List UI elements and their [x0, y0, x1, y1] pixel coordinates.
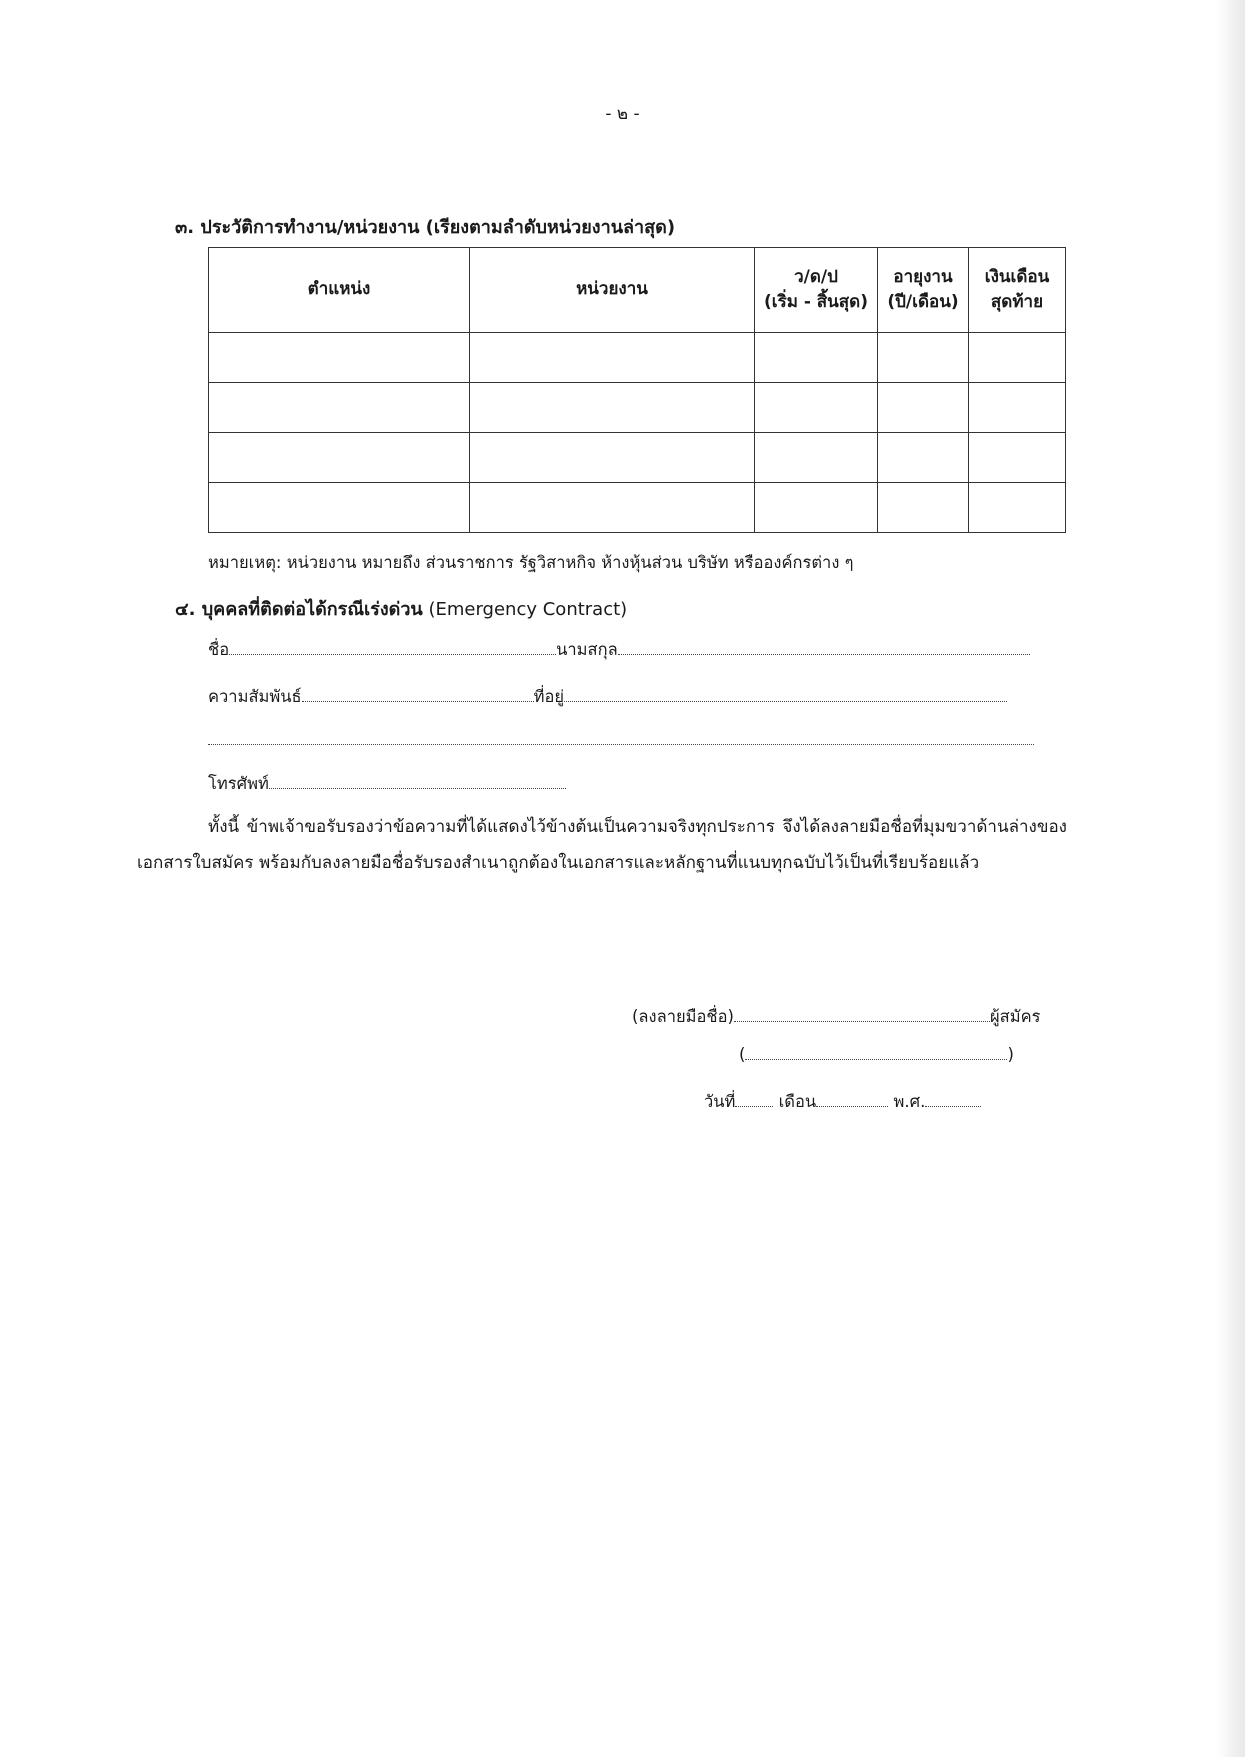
table-cell[interactable]: [755, 433, 878, 483]
table-cell[interactable]: [878, 333, 969, 383]
table-cell[interactable]: [755, 383, 878, 433]
address-field[interactable]: [564, 687, 1007, 702]
signature-label: (ลงลายมือชื่อ): [632, 1007, 734, 1026]
table-cell[interactable]: [878, 383, 969, 433]
printed-name-line: ( ): [739, 1045, 1014, 1064]
month-field[interactable]: [816, 1092, 888, 1107]
table-cell[interactable]: [470, 333, 755, 383]
table-cell[interactable]: [969, 333, 1066, 383]
table-row: [209, 433, 1066, 483]
printed-name-field[interactable]: [745, 1045, 1007, 1060]
work-history-table: [208, 247, 1066, 533]
table-cell[interactable]: [209, 383, 470, 433]
certification-paragraph: [137, 809, 1067, 881]
signature-field[interactable]: [734, 1007, 990, 1022]
contact-relation-line: [208, 684, 1007, 710]
date-line: [704, 1089, 981, 1115]
table-row: [209, 483, 1066, 533]
table-cell[interactable]: [969, 383, 1066, 433]
contact-phone-line: [208, 771, 566, 797]
day-field[interactable]: [735, 1092, 773, 1107]
table-header-row: [209, 248, 1066, 333]
name-label: ชื่อ: [208, 640, 230, 659]
table-cell[interactable]: [878, 483, 969, 533]
table-row: [209, 333, 1066, 383]
table-cell[interactable]: [209, 483, 470, 533]
col-header-tenure: อายุงาน (ปี/เดือน): [878, 248, 969, 333]
table-cell[interactable]: [470, 483, 755, 533]
year-label: พ.ศ.: [893, 1092, 926, 1111]
table-cell[interactable]: [969, 433, 1066, 483]
relationship-label: ความสัมพันธ์: [208, 687, 302, 706]
table-cell[interactable]: [209, 433, 470, 483]
surname-field[interactable]: [618, 640, 1030, 655]
page-edge-shadow: [1217, 0, 1245, 1757]
certification-text: ทั้งนี้ ข้าพเจ้าขอรับรองว่าข้อความที่ได้แสดงไว้ข้างต้นเป็นความจริงทุกประการ จึงได้ลงลายมือชื่อที่มุมขวาด้านล่างของเอกสารใบสมัคร พร้อมกับลงลายมือชื่อรับรองสำเนาถูกต้องในเอกสารและหลักฐานที่แนบทุกฉบับไว้เป็นที่เรียบร้อยแล้ว: [137, 817, 1067, 873]
name-field[interactable]: [229, 640, 556, 655]
phone-field[interactable]: [269, 774, 566, 789]
table-cell[interactable]: [755, 333, 878, 383]
table-cell[interactable]: [470, 433, 755, 483]
col-header-dates: ว/ด/ป (เริ่ม - สิ้นสุด): [755, 248, 878, 333]
table-cell[interactable]: [209, 333, 470, 383]
signature-line: [632, 1004, 1041, 1030]
table-cell[interactable]: [969, 483, 1066, 533]
section-4-heading: ๔. บุคคลที่ติดต่อได้กรณีเร่งด่วน: [175, 599, 423, 620]
surname-label: นามสกุล: [556, 640, 618, 659]
section-3-heading: ๓. ประวัติการทำงาน/หน่วยงาน (เรียงตามลำดับหน่วยงานล่าสุด): [175, 217, 676, 238]
table-cell[interactable]: [878, 433, 969, 483]
table-row: [209, 383, 1066, 433]
day-label: วันที่: [704, 1092, 736, 1111]
relationship-field[interactable]: [302, 687, 534, 702]
year-field[interactable]: [925, 1092, 981, 1107]
table-cell[interactable]: [470, 383, 755, 433]
page-number: - ๒ -: [605, 104, 640, 124]
phone-label: โทรศัพท์: [208, 774, 269, 793]
address-label: ที่อยู่: [533, 687, 565, 706]
section-4-heading-en: (Emergency Contract): [428, 599, 628, 620]
section-4-title: [175, 594, 627, 623]
col-header-organization: หน่วยงาน: [470, 248, 755, 333]
table-cell[interactable]: [755, 483, 878, 533]
table-note: หมายเหตุ: หน่วยงาน หมายถึง ส่วนราชการ รัฐวิสาหกิจ ห้างหุ้นส่วน บริษัท หรือองค์กรต่าง ๆ: [208, 553, 854, 572]
address-continuation-line: [208, 730, 1034, 749]
address-field-2[interactable]: [208, 730, 1034, 745]
applicant-label: ผู้สมัคร: [989, 1007, 1041, 1026]
col-header-position: ตำแหน่ง: [209, 248, 470, 333]
contact-name-line: [208, 637, 1030, 663]
col-header-last-salary: เงินเดือน สุดท้าย: [969, 248, 1066, 333]
section-3-title: [175, 212, 675, 241]
month-label: เดือน: [778, 1092, 817, 1111]
